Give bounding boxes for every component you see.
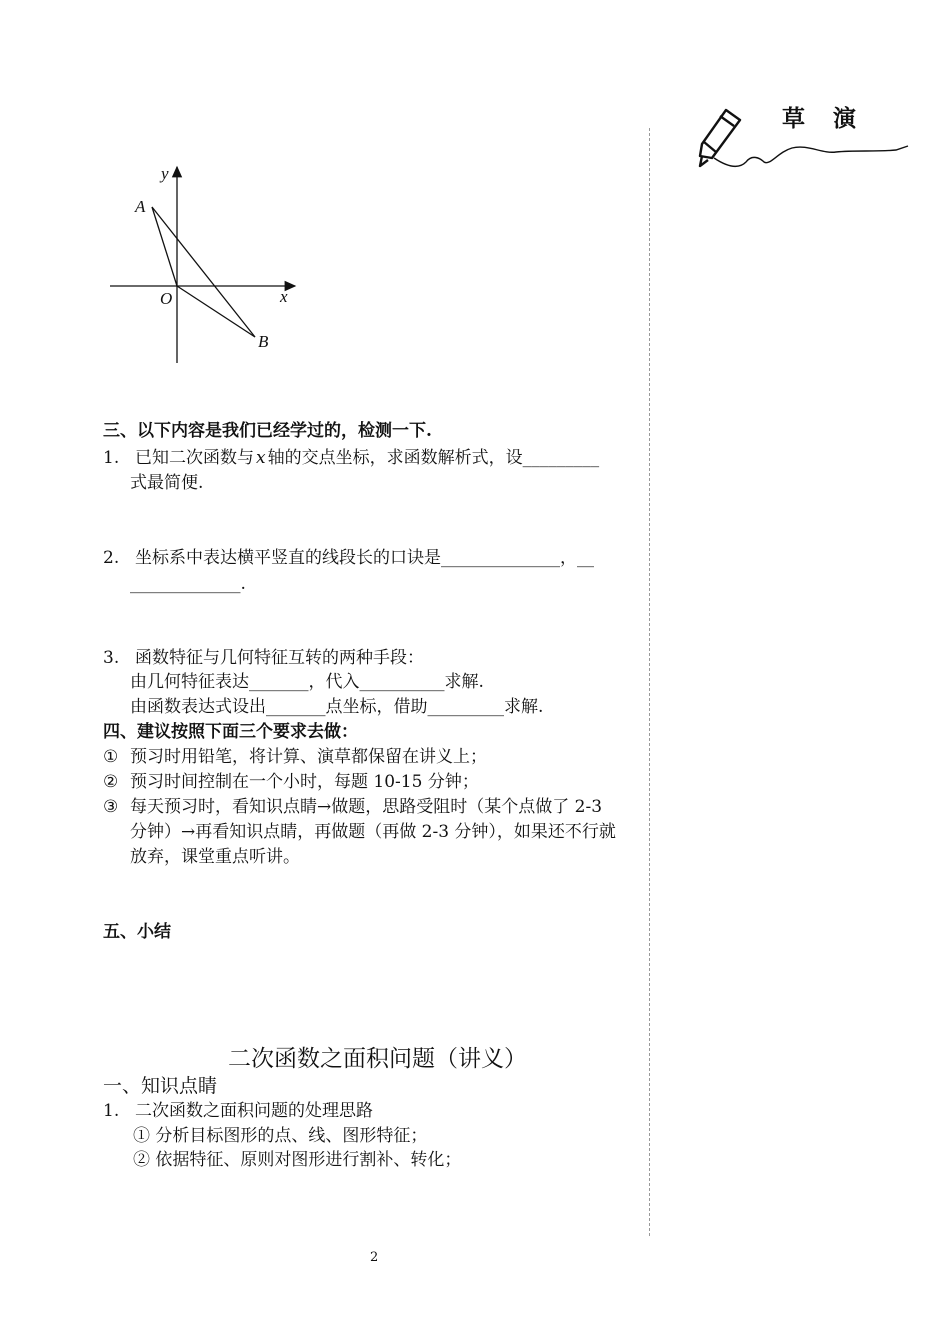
section5-heading: 五、小结 xyxy=(103,922,171,942)
q2-number: 2. xyxy=(103,548,120,568)
lecture-title: 二次函数之面积问题（讲义） xyxy=(228,1046,527,1072)
section4-heading: 四、建议按照下面三个要求去做： xyxy=(103,722,358,742)
q3-line2: 由几何特征表达_______，代入__________求解. xyxy=(130,672,484,692)
q1-line1 xyxy=(135,446,599,470)
suggestion-3-line3: 放弃，课堂重点听讲。 xyxy=(130,847,300,867)
origin-label: O xyxy=(160,289,173,308)
q1-var: x xyxy=(256,448,266,468)
suggestion-2-mark: ② xyxy=(103,772,119,792)
lecture-item1-text: 二次函数之面积问题的处理思路 xyxy=(135,1101,373,1121)
knowledge-heading: 一、知识点睛 xyxy=(103,1075,218,1097)
q3-line1: 函数特征与几何特征互转的两种手段： xyxy=(135,648,424,668)
section3-heading: 三、以下内容是我们已经学过的，检测一下. xyxy=(103,421,432,441)
page-number: 2 xyxy=(370,1250,379,1265)
q2-line2: _____________. xyxy=(130,574,246,594)
q1-line2: 式最简便. xyxy=(130,473,204,493)
q1-line1-post: 轴的交点坐标，求函数解析式，设_________ xyxy=(267,448,600,468)
suggestion-3-text: 每天预习时，看知识点睛→做题，思路受阻时（某个点做了 2-3 xyxy=(130,797,603,817)
suggestion-3-line2: 分钟）→再看知识点睛，再做题（再做 2-3 分钟），如果还不行就 xyxy=(130,822,616,842)
coordinate-figure xyxy=(100,155,310,375)
lecture-item1-number: 1. xyxy=(103,1101,120,1121)
point-a-label: A xyxy=(135,197,146,216)
point-b-label: B xyxy=(258,332,269,351)
x-label: x xyxy=(280,287,288,306)
lecture-item1-sub1: ① 分析目标图形的点、线、图形特征； xyxy=(133,1126,428,1146)
suggestion-1-text: 预习时用铅笔，将计算、演草都保留在讲义上； xyxy=(130,747,487,767)
scratch-title: 草 演 xyxy=(782,106,861,132)
suggestion-1-mark: ① xyxy=(103,747,119,767)
q1-line1-pre: 已知二次函数与 xyxy=(135,448,254,468)
suggestion-3-mark: ③ xyxy=(103,797,119,817)
q1-number: 1. xyxy=(103,448,120,468)
suggestion-2-text: 预习时间控制在一个小时，每题 10-15 分钟； xyxy=(130,772,479,792)
q3-line3: 由函数表达式设出_______点坐标，借助_________求解. xyxy=(130,697,544,717)
y-label: y xyxy=(161,164,169,183)
q2-line1: 坐标系中表达横平竖直的线段长的口诀是______________，__ xyxy=(135,548,594,568)
lecture-item1-sub2: ② 依据特征、原则对图形进行割补、转化； xyxy=(133,1150,462,1170)
segment-ob xyxy=(177,286,255,337)
segment-ab xyxy=(152,207,255,337)
q3-number: 3. xyxy=(103,648,120,668)
segment-oa xyxy=(152,207,177,286)
column-divider xyxy=(649,128,650,1236)
